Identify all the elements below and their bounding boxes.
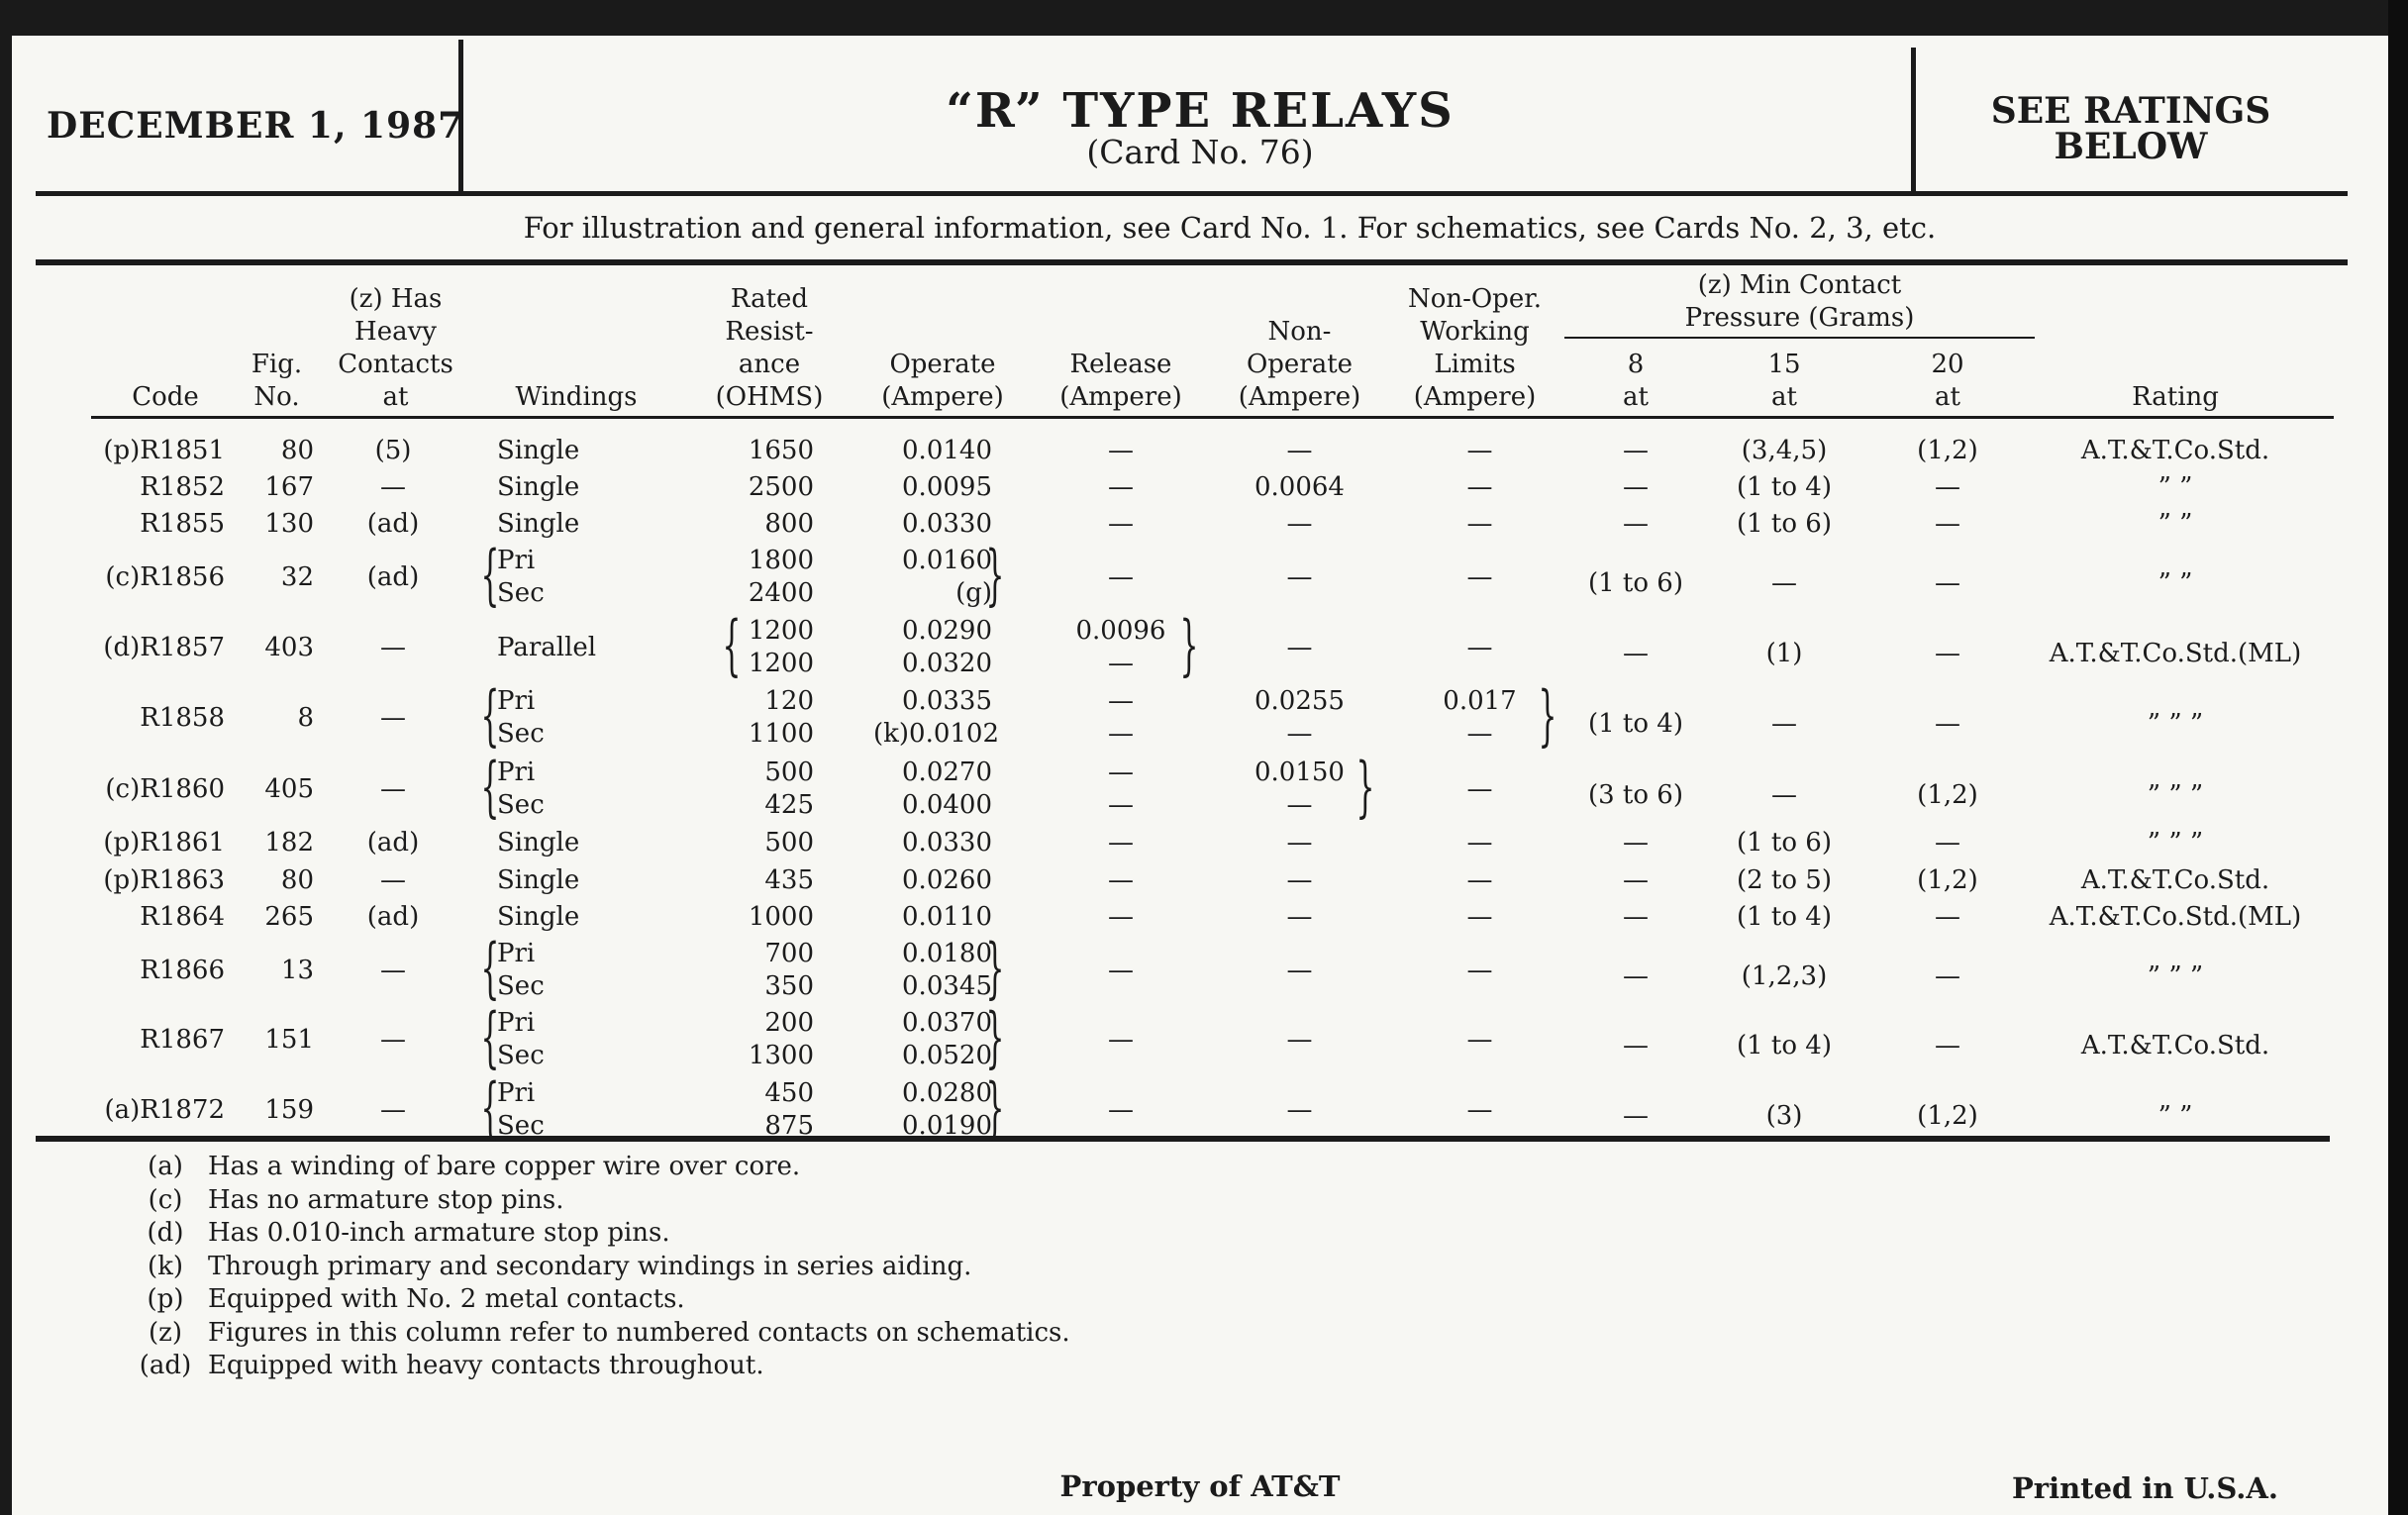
brace-close-operate: } xyxy=(985,537,1005,613)
cell-p8: — xyxy=(1623,1100,1649,1131)
cell-release: — xyxy=(1108,865,1134,895)
cell-nonopwork: — xyxy=(1466,1024,1493,1055)
cell-resist: 425 xyxy=(764,790,814,820)
cell-nonopwork: — xyxy=(1466,719,1493,749)
cell-operate: 0.0190 xyxy=(902,1111,992,1141)
column-header-fig: Fig. xyxy=(251,350,303,379)
card-title: “R” TYPE RELAYS xyxy=(946,83,1455,139)
cell-operate: 0.0095 xyxy=(902,472,992,502)
column-header-pressure-group: (z) Min Contact xyxy=(1697,270,1902,300)
table-bottom-rule xyxy=(36,1136,2330,1142)
cell-windings: Pri xyxy=(497,939,536,968)
column-header-p20: at xyxy=(1935,382,1960,412)
column-header-windings: Windings xyxy=(515,382,638,412)
cell-p15: — xyxy=(1771,708,1797,739)
cell-operate: 0.0400 xyxy=(902,790,992,820)
cell-p20: — xyxy=(1935,828,1960,858)
cell-p20: — xyxy=(1935,1030,1960,1060)
footnote-mark: (a) xyxy=(148,1152,183,1181)
cell-nonopwork: — xyxy=(1466,902,1493,932)
cell-release: — xyxy=(1108,472,1134,502)
footnote-text: Has a winding of bare copper wire over core. xyxy=(208,1152,801,1181)
column-header-heavy: (z) Has xyxy=(349,284,443,314)
cell-operate: 0.0270 xyxy=(902,758,992,787)
cell-nonopwork: 0.017 xyxy=(1443,686,1517,716)
pressure-group-rule xyxy=(1564,337,2035,339)
cell-resist: 1650 xyxy=(748,436,814,465)
cell-release: — xyxy=(1108,719,1134,749)
cell-resist: 800 xyxy=(764,509,814,539)
cell-operate: 0.0520 xyxy=(902,1041,992,1070)
cell-windings: Single xyxy=(497,436,580,465)
column-header-resist: Rated xyxy=(730,284,809,314)
cell-heavy: — xyxy=(380,472,406,502)
intro-text: For illustration and general information, see Card No. 1. For schematics, see Cards No. 2, 3, etc. xyxy=(523,211,1937,245)
cell-nonop: 0.0150 xyxy=(1254,758,1345,787)
cell-resist: 875 xyxy=(764,1111,814,1141)
cell-p8: — xyxy=(1623,902,1649,932)
cell-p8: — xyxy=(1623,1030,1649,1060)
cell-p15: (1 to 4) xyxy=(1736,902,1832,932)
cell-p20: — xyxy=(1935,472,1960,502)
brace-open-windings: { xyxy=(480,999,500,1075)
column-header-nonop: (Ampere) xyxy=(1238,382,1361,412)
cell-code: (a)R1872 xyxy=(104,1094,225,1125)
cell-windings: Pri xyxy=(497,1008,536,1038)
cell-code: R1852 xyxy=(140,472,225,502)
cell-code: (c)R1856 xyxy=(105,561,225,592)
relay-card xyxy=(12,36,2388,1515)
footnote-mark: (c) xyxy=(148,1184,183,1215)
cell-resist: 700 xyxy=(764,939,814,968)
cell-nonopwork: — xyxy=(1466,1094,1493,1125)
cell-rating: ” ” ” xyxy=(2147,779,2204,810)
cell-p15: (1 to 4) xyxy=(1736,472,1832,502)
cell-rating: A.T.&T.Co.Std. xyxy=(2080,436,2270,465)
ratings-note-line2: BELOW xyxy=(2054,126,2208,167)
cell-release: — xyxy=(1108,649,1134,678)
cell-fig: 80 xyxy=(280,436,314,465)
cell-p15: (1) xyxy=(1765,638,1803,668)
column-header-p15: at xyxy=(1771,382,1797,412)
column-header-fig: No. xyxy=(253,382,300,412)
cell-resist: 1000 xyxy=(748,902,814,932)
cell-nonop: 0.0064 xyxy=(1254,472,1345,502)
cell-rating: ” ” ” xyxy=(2147,708,2204,739)
cell-heavy: — xyxy=(380,773,406,804)
column-header-heavy: at xyxy=(382,382,409,412)
cell-p20: (1,2) xyxy=(1917,779,1978,810)
cell-operate: (g) xyxy=(955,578,992,608)
cell-release: 0.0096 xyxy=(1075,616,1166,646)
cell-resist: 1100 xyxy=(748,719,814,749)
cell-release: — xyxy=(1108,686,1134,716)
cell-p15: (1 to 4) xyxy=(1736,1030,1832,1060)
cell-rating: ” ” xyxy=(2157,509,2193,539)
cell-nonop: — xyxy=(1286,790,1313,820)
cell-nonop: — xyxy=(1286,509,1313,539)
cell-p20: (1,2) xyxy=(1917,865,1978,895)
cell-release: — xyxy=(1108,436,1134,465)
column-header-pressure-group: Pressure (Grams) xyxy=(1684,303,1915,333)
column-header-release: Release xyxy=(1069,350,1172,379)
cell-p15: — xyxy=(1771,567,1797,598)
column-header-code: Code xyxy=(132,382,199,412)
cell-nonop: — xyxy=(1286,719,1313,749)
cell-code: (c)R1860 xyxy=(105,773,225,804)
cell-p15: (1 to 6) xyxy=(1736,828,1832,858)
cell-resist: 500 xyxy=(764,758,814,787)
column-header-operate: Operate xyxy=(889,350,996,379)
cell-nonop: — xyxy=(1286,561,1313,592)
cell-operate: 0.0160 xyxy=(902,546,992,575)
ratings-note xyxy=(1933,90,2329,167)
cell-p15: (1 to 6) xyxy=(1736,509,1832,539)
cell-nonop: — xyxy=(1286,436,1313,465)
cell-rating: A.T.&T.Co.Std. xyxy=(2080,865,2270,895)
footnote-mark: (k) xyxy=(147,1251,184,1281)
cell-resist: 500 xyxy=(764,828,814,858)
cell-nonop: — xyxy=(1286,955,1313,985)
cell-release: — xyxy=(1108,758,1134,787)
cell-fig: 13 xyxy=(280,955,314,985)
cell-heavy: — xyxy=(380,1024,406,1055)
cell-fig: 403 xyxy=(264,632,314,662)
brace-close-nonop: } xyxy=(1355,749,1375,825)
cell-nonopwork: — xyxy=(1466,773,1493,804)
cell-fig: 8 xyxy=(297,702,314,733)
column-header-resist: Resist- xyxy=(725,317,814,347)
cell-rating: ” ” ” xyxy=(2147,960,2204,991)
cell-nonop: 0.0255 xyxy=(1254,686,1345,716)
cell-nonop: — xyxy=(1286,865,1313,895)
cell-fig: 130 xyxy=(264,509,314,539)
cell-p8: (1 to 6) xyxy=(1587,567,1683,598)
cell-rating: ” ” ” xyxy=(2147,828,2204,858)
cell-windings: Single xyxy=(497,472,580,502)
cell-heavy: (ad) xyxy=(366,902,420,932)
cell-nonopwork: — xyxy=(1466,561,1493,592)
column-header-nonop: Operate xyxy=(1246,350,1354,379)
cell-windings: Sec xyxy=(497,790,545,820)
cell-resist: 1300 xyxy=(748,1041,814,1070)
footnote-mark: (p) xyxy=(147,1284,184,1314)
cell-nonopwork: — xyxy=(1466,955,1493,985)
cell-operate: 0.0180 xyxy=(902,939,992,968)
cell-heavy: — xyxy=(380,955,406,985)
cell-heavy: (ad) xyxy=(366,561,420,592)
brace-open-windings: { xyxy=(480,930,500,1006)
column-header-heavy: Heavy xyxy=(354,317,437,347)
cell-p8: — xyxy=(1623,638,1649,668)
cell-fig: 80 xyxy=(280,865,314,895)
cell-nonop: — xyxy=(1286,632,1313,662)
footnote-text: Has 0.010-inch armature stop pins. xyxy=(208,1218,670,1248)
column-header-heavy: Contacts xyxy=(338,350,453,379)
cell-resist: 1200 xyxy=(748,616,814,646)
cell-windings: Single xyxy=(497,828,580,858)
cell-resist: 120 xyxy=(764,686,814,716)
footnote-mark: (z) xyxy=(149,1317,182,1348)
cell-resist: 2500 xyxy=(748,472,814,502)
cell-code: (p)R1861 xyxy=(103,828,225,858)
footnote-text: Has no armature stop pins. xyxy=(208,1184,564,1215)
cell-heavy: — xyxy=(380,1094,406,1125)
cell-p8: — xyxy=(1623,436,1649,465)
brace-close-operate: } xyxy=(985,930,1005,1006)
cell-release: — xyxy=(1108,1094,1134,1125)
scan-edge xyxy=(2388,0,2408,1515)
cell-heavy: — xyxy=(380,865,406,895)
cell-rating: A.T.&T.Co.Std.(ML) xyxy=(2049,638,2302,668)
brace-open-windings: { xyxy=(480,749,500,825)
column-header-rating: Rating xyxy=(2132,382,2219,412)
cell-fig: 182 xyxy=(264,828,314,858)
cell-release: — xyxy=(1108,955,1134,985)
footnote-text: Equipped with No. 2 metal contacts. xyxy=(208,1284,685,1314)
cell-resist: 1800 xyxy=(748,546,814,575)
cell-operate: 0.0110 xyxy=(902,902,992,932)
cell-nonopwork: — xyxy=(1466,828,1493,858)
column-header-resist: (OHMS) xyxy=(715,382,824,412)
cell-release: — xyxy=(1108,828,1134,858)
cell-p20: (1,2) xyxy=(1917,436,1978,465)
cell-nonopwork: — xyxy=(1466,472,1493,502)
cell-release: — xyxy=(1108,790,1134,820)
cell-p20: — xyxy=(1935,567,1960,598)
cell-p8: (3 to 6) xyxy=(1587,779,1683,810)
cell-fig: 151 xyxy=(264,1024,314,1055)
cell-windings: Sec xyxy=(497,719,545,749)
cell-windings: Single xyxy=(497,865,580,895)
column-header-release: (Ampere) xyxy=(1059,382,1182,412)
printed-notice: Printed in U.S.A. xyxy=(2012,1471,2278,1505)
column-header-p20: 20 xyxy=(1931,350,1964,379)
cell-release: — xyxy=(1108,902,1134,932)
cell-windings: Pri xyxy=(497,686,536,716)
cell-code: (p)R1851 xyxy=(103,436,225,465)
cell-operate: 0.0330 xyxy=(902,509,992,539)
cell-p8: (1 to 4) xyxy=(1587,708,1683,739)
brace-close-operate: } xyxy=(985,1069,1005,1146)
column-header-resist: ance xyxy=(738,350,801,379)
cell-windings: Sec xyxy=(497,971,545,1001)
cell-p8: — xyxy=(1623,865,1649,895)
footnote-text: Equipped with heavy contacts throughout. xyxy=(208,1351,764,1380)
cell-release: — xyxy=(1108,509,1134,539)
cell-fig: 159 xyxy=(264,1094,314,1125)
cell-windings: Parallel xyxy=(497,632,597,662)
cell-resist: 200 xyxy=(764,1008,814,1038)
column-header-nonopwork: Non-Oper. xyxy=(1407,284,1543,314)
cell-rating: ” ” xyxy=(2157,1100,2193,1131)
footnote-text: Figures in this column refer to numbered contacts on schematics. xyxy=(208,1317,1070,1348)
card-number: (Card No. 76) xyxy=(1086,133,1314,171)
cell-p20: — xyxy=(1935,638,1960,668)
cell-nonop: — xyxy=(1286,1094,1313,1125)
cell-windings: Single xyxy=(497,509,580,539)
cell-windings: Pri xyxy=(497,758,536,787)
column-header-nonopwork: Working xyxy=(1420,317,1530,347)
cell-operate: 0.0280 xyxy=(902,1078,992,1108)
cell-p15: (1,2,3) xyxy=(1741,960,1828,991)
card-date: DECEMBER 1, 1987 xyxy=(47,105,464,147)
cell-resist: 450 xyxy=(764,1078,814,1108)
cell-fig: 167 xyxy=(264,472,314,502)
footnote-mark: (ad) xyxy=(139,1351,192,1380)
cell-p20: (1,2) xyxy=(1917,1100,1978,1131)
brace-close-operate: } xyxy=(985,999,1005,1075)
column-header-p15: 15 xyxy=(1767,350,1801,379)
cell-operate: 0.0335 xyxy=(902,686,992,716)
cell-p15: — xyxy=(1771,779,1797,810)
brace-open-resist: { xyxy=(722,607,742,683)
cell-code: R1855 xyxy=(140,509,225,539)
cell-heavy: (ad) xyxy=(366,828,420,858)
cell-p8: — xyxy=(1623,960,1649,991)
cell-fig: 265 xyxy=(264,902,314,932)
cell-p8: — xyxy=(1623,509,1649,539)
cell-operate: 0.0290 xyxy=(902,616,992,646)
cell-windings: Sec xyxy=(497,578,545,608)
cell-heavy: (ad) xyxy=(366,509,420,539)
cell-operate: 0.0330 xyxy=(902,828,992,858)
column-header-nonop: Non- xyxy=(1267,317,1332,347)
cell-operate: 0.0320 xyxy=(902,649,992,678)
cell-code: (d)R1857 xyxy=(103,632,225,662)
column-header-p8: 8 xyxy=(1627,350,1645,379)
cell-nonopwork: — xyxy=(1466,865,1493,895)
column-header-rule xyxy=(91,416,2334,419)
cell-nonopwork: — xyxy=(1466,632,1493,662)
cell-windings: Pri xyxy=(497,546,536,575)
brace-open-windings: { xyxy=(480,677,500,754)
cell-nonopwork: — xyxy=(1466,509,1493,539)
cell-nonop: — xyxy=(1286,1024,1313,1055)
cell-rating: ” ” xyxy=(2157,472,2193,502)
cell-heavy: (5) xyxy=(374,436,412,465)
cell-nonop: — xyxy=(1286,828,1313,858)
cell-operate: 0.0370 xyxy=(902,1008,992,1038)
cell-operate: 0.0140 xyxy=(902,436,992,465)
brace-close-nonopwork: } xyxy=(1538,677,1557,754)
cell-operate: (k)0.0102 xyxy=(873,719,1000,749)
cell-code: R1867 xyxy=(140,1024,225,1055)
cell-p8: — xyxy=(1623,472,1649,502)
cell-windings: Single xyxy=(497,902,580,932)
cell-windings: Pri xyxy=(497,1078,536,1108)
cell-p20: — xyxy=(1935,902,1960,932)
cell-heavy: — xyxy=(380,632,406,662)
cell-windings: Sec xyxy=(497,1111,545,1141)
cell-resist: 2400 xyxy=(748,578,814,608)
brace-close-release: } xyxy=(1179,607,1199,683)
brace-open-windings: { xyxy=(480,1069,500,1146)
intro-bottom-rule xyxy=(36,259,2348,265)
cell-code: R1864 xyxy=(140,902,225,932)
property-notice: Property of AT&T xyxy=(1059,1469,1341,1503)
cell-p8: — xyxy=(1623,828,1649,858)
cell-resist: 435 xyxy=(764,865,814,895)
column-header-operate: (Ampere) xyxy=(881,382,1004,412)
cell-code: (p)R1863 xyxy=(103,865,225,895)
cell-heavy: — xyxy=(380,702,406,733)
column-header-p8: at xyxy=(1623,382,1649,412)
column-header-nonopwork: (Ampere) xyxy=(1413,382,1537,412)
cell-p20: — xyxy=(1935,509,1960,539)
cell-rating: A.T.&T.Co.Std. xyxy=(2080,1030,2270,1060)
cell-resist: 350 xyxy=(764,971,814,1001)
cell-nonopwork: — xyxy=(1466,436,1493,465)
column-header-nonopwork: Limits xyxy=(1434,350,1516,379)
brace-open-windings: { xyxy=(480,537,500,613)
cell-fig: 32 xyxy=(280,561,314,592)
cell-nonop: — xyxy=(1286,902,1313,932)
cell-release: — xyxy=(1108,561,1134,592)
cell-code: R1866 xyxy=(140,955,225,985)
cell-p15: (2 to 5) xyxy=(1736,865,1832,895)
cell-fig: 405 xyxy=(264,773,314,804)
cell-resist: 1200 xyxy=(748,649,814,678)
cell-p15: (3,4,5) xyxy=(1741,436,1828,465)
footnote-text: Through primary and secondary windings in series aiding. xyxy=(208,1251,972,1281)
cell-p15: (3) xyxy=(1765,1100,1803,1131)
cell-code: R1858 xyxy=(140,702,225,733)
cell-rating: ” ” xyxy=(2157,567,2193,598)
header-bottom-rule xyxy=(36,191,2348,196)
cell-p20: — xyxy=(1935,960,1960,991)
cell-rating: A.T.&T.Co.Std.(ML) xyxy=(2049,902,2302,932)
cell-release: — xyxy=(1108,1024,1134,1055)
footnote-mark: (d) xyxy=(147,1218,184,1248)
cell-operate: 0.0345 xyxy=(902,971,992,1001)
cell-windings: Sec xyxy=(497,1041,545,1070)
cell-operate: 0.0260 xyxy=(902,865,992,895)
ratings-note-line1: SEE RATINGS xyxy=(1990,90,2271,132)
cell-p20: — xyxy=(1935,708,1960,739)
